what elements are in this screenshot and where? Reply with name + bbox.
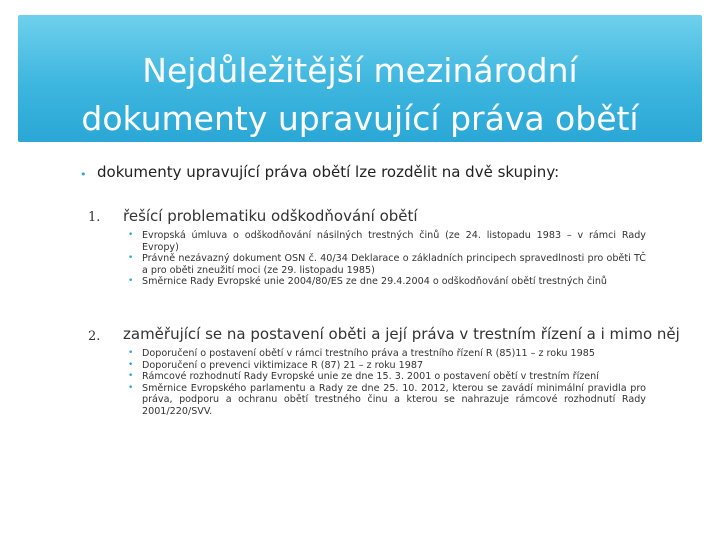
title-banner [18,15,702,142]
bullet-icon: • [128,253,134,263]
group-1-list [126,230,646,288]
group-2-number: 2. [88,329,101,344]
title-line-2: dokumenty upravující práva obětí [81,99,639,138]
group-1-number: 1. [88,210,101,225]
bullet-icon: • [128,359,134,370]
list-item: • Doporučení o postavení obětí v rámci trestního práva a trestního řízení R (85)11 – z roku 1985 [128,348,595,359]
list-item: • Evropská úmluva o odškodňování násilných trestných činů (ze 24. listopadu 1983 – v rámci Rady Evropy) [128,230,646,253]
list-item: • Právně nezávazný dokument OSN č. 40/34 Deklarace o základních principech spravedlnosti pro oběti TČ a pro oběti zneužití moci (ze 29. listopadu 1985) [128,253,646,276]
title-line-1: Nejdůležitější mezinárodní [142,51,578,90]
group-1-heading: řešící problematiku odškodňování obětí [123,207,418,225]
bullet-icon: • [80,168,87,181]
group-2-list [126,348,646,417]
bullet-icon: • [128,276,134,286]
bullet-icon: • [128,382,134,393]
group-2-heading: zaměřující se na postavení oběti a její práva v trestním řízení a i mimo něj [123,325,680,343]
list-item: • Doporučení o prevenci viktimizace R (87) 21 – z roku 1987 [128,359,424,371]
slide-title [18,47,702,143]
bullet-icon: • [128,348,134,358]
lead-text: dokumenty upravující práva obětí lze rozdělit na dvě skupiny: [97,163,560,181]
bullet-icon: • [128,371,134,381]
bullet-icon: • [128,230,134,240]
list-item: • Směrnice Rady Evropské unie 2004/80/ES ze dne 29.4.2004 o odškodňování obětí trestných činů [128,276,607,287]
list-item: • Směrnice Evropského parlamentu a Rady ze dne 25. 10. 2012, kterou se zavádí minimální pravidla pro práva, podporu a ochranu obětí trestného činu a kterou se nahrazuje rámcové rozhodnutí Rady 2001/220/SVV. [128,382,646,417]
list-item: • Rámcové rozhodnutí Rady Evropské unie ze dne 15. 3. 2001 o postavení obětí v trestním řízení [128,371,599,382]
